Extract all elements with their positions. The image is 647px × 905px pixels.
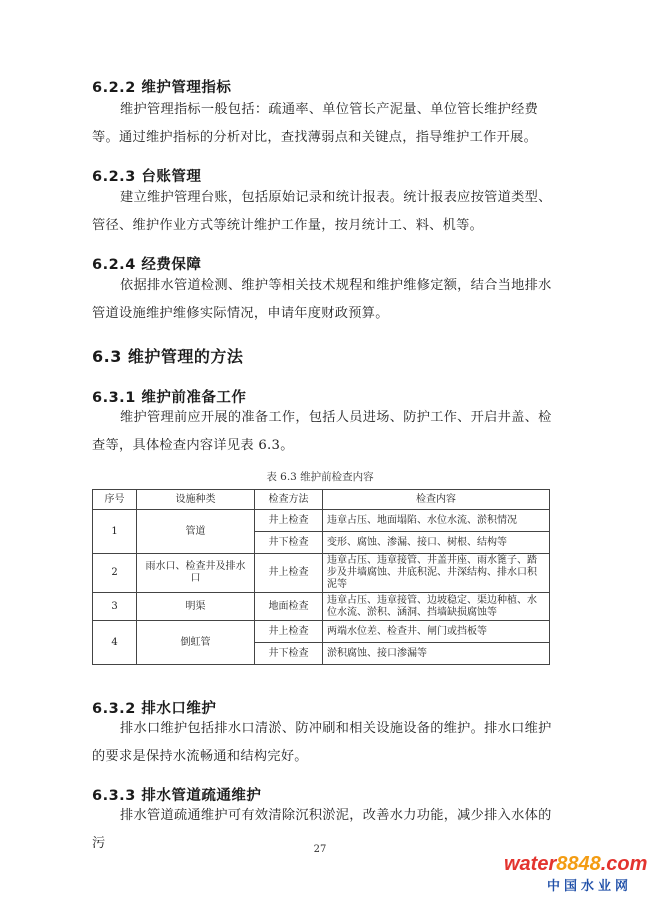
cell-method: 井下检查 (255, 643, 323, 665)
paragraph-6-3-1: 维护管理前应开展的准备工作，包括人员进场、防护工作、开启井盖、检查等，具体检查内容详见表 6.3。 (92, 410, 552, 453)
heading-6-2-3: 6.2.3 台账管理 (92, 169, 202, 185)
cell-method: 井上检查 (255, 510, 323, 532)
cell-method: 井下检查 (255, 532, 323, 554)
heading-6-3-3: 6.3.3 排水管道疏通维护 (92, 788, 262, 804)
paragraph-6-3-3: 排水管道疏通维护可有效清除沉积淤泥，改善水力功能，减少排入水体的污 (92, 808, 552, 851)
header-content: 检查内容 (323, 490, 550, 510)
inspection-table (92, 489, 550, 665)
table-row (93, 554, 550, 593)
heading-6-2-2: 6.2.2 维护管理指标 (92, 80, 232, 96)
cell-content: 淤积腐蚀、接口渗漏等 (323, 643, 550, 665)
cell-no: 3 (93, 593, 137, 621)
cell-method: 井上检查 (255, 621, 323, 643)
cell-content: 两端水位差、检查井、闸门或挡板等 (323, 621, 550, 643)
table-header-row (93, 490, 550, 510)
heading-6-2-4: 6.2.4 经费保障 (92, 257, 202, 273)
paragraph-6-3-2: 排水口维护包括排水口清淤、防冲刷和相关设施设备的维护。排水口维护的要求是保持水流畅通和结构完好。 (92, 721, 552, 764)
heading-6-3: 6.3 维护管理的方法 (92, 347, 244, 366)
header-method: 检查方法 (255, 490, 323, 510)
cell-content: 违章占压、地面塌陷、水位水流、淤积情况 (323, 510, 550, 532)
page-number: 27 (313, 844, 327, 855)
logo-chinese-name: 中国水业网 (546, 879, 632, 894)
cell-no: 4 (93, 621, 137, 665)
cell-method: 井上检查 (255, 554, 323, 593)
cell-method: 地面检查 (255, 593, 323, 621)
cell-type: 管道 (137, 510, 255, 554)
header-facility-type: 设施种类 (137, 490, 255, 510)
heading-6-3-1: 6.3.1 维护前准备工作 (92, 390, 247, 406)
cell-type: 雨水口、检查井及排水口 (137, 554, 255, 593)
header-no: 序号 (93, 490, 137, 510)
cell-no: 1 (93, 510, 137, 554)
cell-type: 倒虹管 (137, 621, 255, 665)
paragraph-6-2-3: 建立维护管理台账，包括原始记录和统计报表。统计报表应按管道类型、管径、维护作业方式等统计维护工作量，按月统计工、料、机等。 (92, 190, 552, 233)
paragraph-6-2-2: 维护管理指标一般包括：疏通率、单位管长产泥量、单位管长维护经费等。通过维护指标的分析对比，查找薄弱点和关键点，指导维护工作开展。 (92, 102, 539, 145)
cell-content: 违章占压、违章接管、井盖井座、雨水篦子、踏步及井墙腐蚀、井底积泥、井深结构、排水口积泥等 (323, 554, 550, 593)
cell-no: 2 (93, 554, 137, 593)
heading-6-3-2: 6.3.2 排水口维护 (92, 701, 217, 717)
cell-content: 违章占压、违章接管、边坡稳定、渠边种植、水位水流、淤积、涵洞、挡墙缺损腐蚀等 (323, 593, 550, 621)
cell-type: 明渠 (137, 593, 255, 621)
table-caption: 表 6.3 维护前检查内容 (266, 471, 374, 483)
logo-wordmark: water8848.com (504, 853, 647, 875)
table-row (93, 621, 550, 643)
table-row (93, 510, 550, 532)
cell-content: 变形、腐蚀、渗漏、接口、树根、结构等 (323, 532, 550, 554)
paragraph-6-2-4: 依据排水管道检测、维护等相关技术规程和维护维修定额，结合当地排水管道设施维护维修实际情况，申请年度财政预算。 (92, 278, 552, 321)
watermark-logo (504, 853, 647, 897)
table-row (93, 593, 550, 621)
